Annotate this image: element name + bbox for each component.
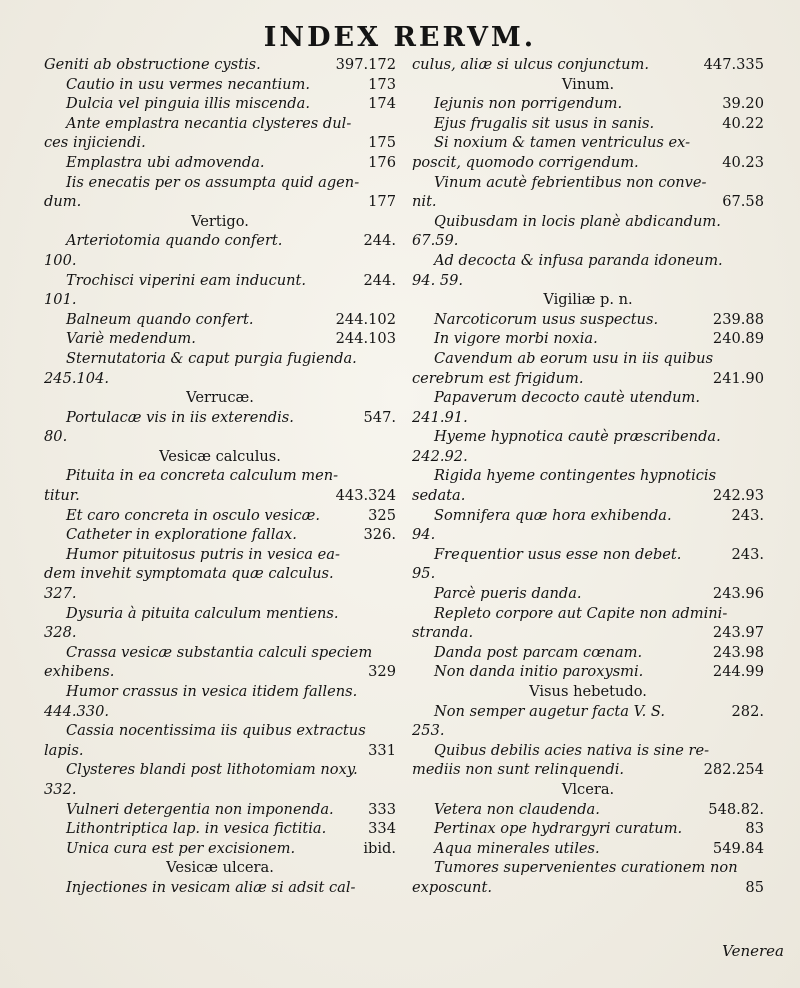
section-heading — [412, 780, 764, 800]
entry-text: Crassa vesicæ substantia calculi speciem — [66, 643, 373, 661]
index-entry — [412, 310, 764, 330]
page-reference: 282. — [731, 702, 764, 720]
index-entry — [412, 369, 764, 389]
entry-text: 332. — [44, 780, 77, 798]
index-entry — [44, 192, 396, 212]
entry-text: nit. — [412, 193, 437, 211]
index-entry — [44, 564, 396, 584]
section-heading — [412, 290, 764, 310]
entry-text: Verrucæ. — [186, 389, 254, 407]
page-reference: 177 — [368, 193, 396, 211]
entry-text: cerebrum est frigidum. — [412, 369, 584, 387]
index-entry — [44, 369, 396, 389]
page-reference: 326. — [363, 526, 396, 544]
entry-text: poscit, quomodo corrigendum. — [412, 153, 639, 171]
entry-text: Aqua minerales utiles. — [434, 839, 600, 857]
entry-text: Visus hebetudo. — [529, 683, 647, 700]
page-reference: 40.23 — [722, 153, 764, 171]
page-reference: 244. — [363, 232, 396, 250]
index-entry — [44, 94, 396, 114]
page-reference: 243. — [731, 506, 764, 524]
entry-text: Iis enecatis per os assumpta quid agen- — [66, 173, 360, 191]
index-entry — [44, 55, 396, 75]
index-entry — [44, 643, 396, 663]
index-entry — [412, 662, 764, 682]
index-entry — [412, 741, 764, 761]
index-entry — [412, 839, 764, 859]
entry-text: 94. — [412, 526, 436, 544]
entry-text: exhibens. — [44, 663, 115, 681]
index-entry — [44, 114, 396, 134]
entry-text: Danda post parcam cœnam. — [434, 643, 643, 661]
entry-text: Et caro concreta in osculo vesicæ. — [66, 506, 320, 524]
page-reference: 243. — [731, 545, 764, 563]
index-entry — [44, 173, 396, 193]
index-entry — [44, 800, 396, 820]
section-heading — [44, 388, 396, 408]
page-reference: 333 — [368, 800, 396, 818]
entry-text: Cassia nocentissima iis quibus extractus — [66, 722, 366, 740]
entry-text: Vulneri detergentia non imponenda. — [66, 800, 334, 818]
page-reference: 548.82. — [708, 800, 764, 818]
page-reference: 244.103 — [335, 330, 396, 348]
entry-text: 67.59. — [412, 232, 459, 250]
entry-text: stranda. — [412, 624, 474, 642]
index-entry — [44, 466, 396, 486]
page-reference: 175 — [368, 134, 396, 152]
index-entry — [412, 271, 764, 291]
page-reference: 282.254 — [703, 761, 764, 779]
right-column — [412, 55, 764, 898]
index-entry — [44, 839, 396, 859]
index-entry — [412, 623, 764, 643]
entry-text: Vigiliæ p. n. — [543, 291, 633, 309]
section-heading — [44, 858, 396, 878]
entry-text: Trochisci viperini eam inducunt. — [66, 271, 307, 289]
entry-text: exposcunt. — [412, 878, 492, 896]
page-reference: 244. — [363, 271, 396, 289]
page-reference: 447.335 — [703, 56, 764, 73]
index-entry — [412, 55, 764, 75]
entry-text: Rigida hyeme contingentes hypnoticis — [434, 467, 717, 485]
entry-text: titur. — [44, 487, 80, 505]
entry-text: lapis. — [44, 741, 84, 759]
index-entry — [44, 408, 396, 428]
page-reference: 241.90 — [712, 369, 764, 387]
index-entry — [412, 878, 764, 898]
index-entry — [412, 506, 764, 526]
entry-text: Arteriotomia quando confert. — [66, 232, 283, 250]
page-reference: 243.97 — [712, 624, 764, 642]
entry-text: Variè medendum. — [66, 330, 196, 348]
entry-text: Vesicæ calculus. — [159, 447, 281, 465]
entry-text: 327. — [44, 585, 77, 603]
index-entry — [44, 349, 396, 369]
page-reference: 176 — [368, 153, 396, 171]
index-entry — [44, 525, 396, 545]
entry-text: Dulcia vel pinguia illis miscenda. — [66, 95, 310, 113]
index-entry — [44, 721, 396, 741]
entry-text: Quibus debilis acies nativa is sine re- — [434, 741, 710, 759]
entry-text: Pituita in ea concreta calculum men- — [66, 467, 339, 485]
entry-text: Narcoticorum usus suspectus. — [434, 310, 659, 328]
page-reference: 239.88 — [712, 310, 764, 328]
section-heading — [44, 212, 396, 232]
entry-text: Dysuria à pituita calculum mentiens. — [66, 604, 339, 622]
entry-text: Portulacæ vis in iis exterendis. — [66, 408, 294, 426]
index-entry — [412, 466, 764, 486]
entry-text: 253. — [412, 722, 445, 740]
page-reference: 240.89 — [712, 330, 764, 348]
entry-text: Repleto corpore aut Capite non admini- — [434, 604, 728, 622]
page-reference: 173 — [368, 75, 396, 93]
entry-text: Frequentior usus esse non debet. — [434, 545, 682, 563]
entry-text: In vigore morbi noxia. — [434, 330, 598, 348]
index-entry — [44, 780, 396, 800]
entry-text: Parcè pueris danda. — [434, 585, 582, 603]
index-entry — [412, 114, 764, 134]
index-entry — [44, 310, 396, 330]
entry-text: Humor crassus in vesica itidem fallens. — [66, 683, 358, 700]
entry-text: Quibusdam in locis planè abdicandum. — [434, 212, 721, 230]
index-entry — [44, 133, 396, 153]
entry-text: Geniti ab obstructione cystis. — [44, 56, 261, 73]
page-reference: 243.98 — [712, 643, 764, 661]
entry-text: 94. 59. — [412, 271, 464, 289]
index-entry — [412, 545, 764, 565]
entry-text: Ad decocta & infusa paranda idoneum. — [434, 251, 723, 269]
index-entry — [412, 427, 764, 447]
index-entry — [412, 525, 764, 545]
page-reference: 244.102 — [335, 310, 396, 328]
index-entry — [44, 878, 396, 898]
index-entry — [44, 623, 396, 643]
entry-text: 328. — [44, 624, 77, 642]
index-entry — [412, 94, 764, 114]
index-entry — [44, 486, 396, 506]
index-entry — [44, 662, 396, 682]
entry-text: Ante emplastra necantia clysteres dul- — [66, 114, 352, 132]
catchword: Venerea — [722, 942, 784, 960]
index-entry — [412, 349, 764, 369]
index-entry — [44, 702, 396, 722]
index-entry — [44, 271, 396, 291]
entry-text: dem invehit symptomata quæ calculus. — [44, 565, 334, 583]
page-reference: 443.324 — [335, 487, 396, 505]
index-entry — [412, 858, 764, 878]
page-reference: 85 — [745, 878, 764, 896]
index-entry — [412, 231, 764, 251]
entry-text: Sternutatoria & caput purgia fugienda. — [66, 349, 357, 367]
page-title: INDEX RERVM. — [263, 22, 537, 53]
entry-text: 242.92. — [412, 447, 468, 465]
entry-text: ces injiciendi. — [44, 134, 146, 152]
page-reference: 67.58 — [722, 193, 764, 211]
entry-text: Pertinax ope hydrargyri curatum. — [434, 820, 683, 838]
entry-text: Lithontriptica lap. in vesica fictitia. — [66, 820, 327, 838]
index-entry — [412, 486, 764, 506]
index-entry — [44, 75, 396, 95]
section-heading — [412, 75, 764, 95]
entry-text: 95. — [412, 565, 436, 583]
page-reference: 325 — [368, 506, 396, 524]
entry-text: Non semper augetur facta V. S. — [434, 702, 665, 720]
section-heading — [412, 682, 764, 702]
entry-text: Hyeme hypnotica cautè præscribenda. — [434, 428, 721, 446]
page-reference: 329 — [368, 663, 396, 681]
index-entry — [412, 760, 764, 780]
index-entry — [412, 408, 764, 428]
entry-text: sedata. — [412, 487, 466, 505]
entry-text: mediis non sunt relinquendi. — [412, 761, 625, 779]
entry-text: Emplastra ubi admovenda. — [66, 153, 265, 171]
index-entry — [44, 741, 396, 761]
index-entry — [412, 447, 764, 467]
index-entry — [412, 212, 764, 232]
entry-text: Si noxium & tamen ventriculus ex- — [434, 134, 691, 152]
index-entry — [44, 231, 396, 251]
page-reference: 397.172 — [335, 56, 396, 73]
index-entry — [44, 819, 396, 839]
entry-text: Vesicæ ulcera. — [166, 859, 274, 877]
entry-text: dum. — [44, 193, 82, 211]
index-entry — [44, 251, 396, 271]
page-reference: 83 — [745, 820, 764, 838]
entry-text: Balneum quando confert. — [66, 310, 254, 328]
index-entry — [44, 545, 396, 565]
entry-text: 100. — [44, 251, 77, 269]
entry-text: Ejus frugalis sit usus in sanis. — [434, 114, 655, 132]
entry-text: Vlcera. — [561, 780, 615, 798]
entry-text: 241.91. — [412, 408, 468, 426]
entry-text: 245.104. — [44, 369, 109, 387]
page-reference: 243.96 — [712, 585, 764, 603]
page-reference: 174 — [368, 95, 396, 113]
page-reference: 547. — [363, 408, 396, 426]
page-reference: 242.93 — [712, 487, 764, 505]
page-reference: 40.22 — [722, 114, 764, 132]
index-entry — [412, 643, 764, 663]
entry-text: Catheter in exploratione fallax. — [66, 526, 297, 544]
index-entry — [44, 153, 396, 173]
index-entry — [412, 173, 764, 193]
index-entry — [412, 153, 764, 173]
index-entry — [412, 800, 764, 820]
entry-text: Clysteres blandi post lithotomiam noxy. — [66, 761, 358, 779]
index-entry — [44, 584, 396, 604]
entry-text: Vetera non claudenda. — [434, 800, 600, 818]
entry-text: Humor pituitosus putris in vesica ea- — [66, 545, 340, 563]
entry-text: Cautio in usu vermes necantium. — [66, 75, 311, 93]
entry-text: 101. — [44, 291, 77, 309]
entry-text: Vinum. — [561, 75, 615, 93]
page-reference: 334 — [368, 820, 396, 838]
page-reference: 549.84 — [712, 839, 764, 857]
index-entry — [44, 329, 396, 349]
index-entry — [412, 584, 764, 604]
left-column — [44, 55, 396, 898]
entry-text: Vinum acutè febrientibus non conve- — [434, 173, 707, 191]
entry-text: Papaverum decocto cautè utendum. — [434, 389, 700, 407]
entry-text: Cavendum ab eorum usu in iis quibus — [434, 349, 714, 367]
entry-text: 444.330. — [44, 702, 109, 720]
index-entry — [412, 251, 764, 271]
index-entry — [412, 604, 764, 624]
index-entry — [412, 133, 764, 153]
entry-text: Injectiones in vesicam aliæ si adsit cal- — [66, 878, 356, 896]
index-entry — [44, 760, 396, 780]
index-entry — [412, 329, 764, 349]
index-entry — [412, 564, 764, 584]
entry-text: Non danda initio paroxysmi. — [434, 663, 644, 681]
section-heading — [44, 447, 396, 467]
index-entry — [44, 427, 396, 447]
page-reference: 331 — [368, 741, 396, 759]
page-reference: 244.99 — [712, 663, 764, 681]
entry-text: Somnifera quæ hora exhibenda. — [434, 506, 672, 524]
index-entry — [412, 388, 764, 408]
index-entry — [44, 290, 396, 310]
entry-text: Vertigo. — [191, 212, 249, 230]
index-entry — [44, 506, 396, 526]
index-entry — [412, 702, 764, 722]
page-reference: ibid. — [363, 839, 396, 857]
index-entry — [412, 819, 764, 839]
index-entry — [44, 604, 396, 624]
entry-text: 80. — [44, 428, 68, 446]
entry-text: Iejunis non porrigendum. — [434, 95, 623, 113]
index-entry — [44, 682, 396, 702]
entry-text: Tumores supervenientes curationem non — [434, 859, 738, 877]
page-reference: 39.20 — [722, 95, 764, 113]
index-entry — [412, 192, 764, 212]
index-entry — [412, 721, 764, 741]
entry-text: culus, aliæ si ulcus conjunctum. — [412, 56, 649, 73]
entry-text: Unica cura est per excisionem. — [66, 839, 296, 857]
